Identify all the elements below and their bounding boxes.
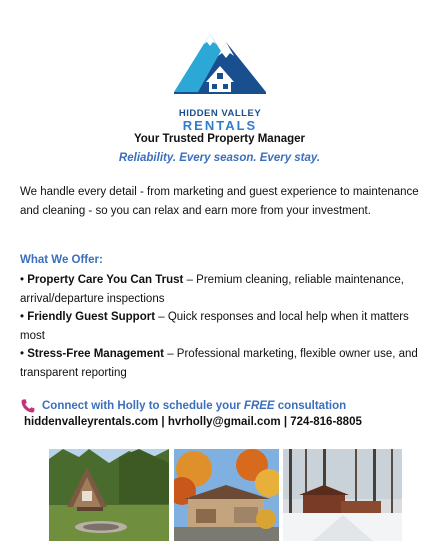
mountain-logo-icon <box>168 26 272 110</box>
offer-item <box>20 271 430 308</box>
contact-line: hiddenvalleyrentals.com | hvrholly@gmail.com | 724-816-8805 <box>24 416 362 428</box>
offer-item <box>20 345 430 382</box>
offer-item <box>20 308 430 345</box>
call-to-action <box>20 398 430 414</box>
logo-text-bottom: RENTALS <box>182 118 258 133</box>
offer-text: – Professional marketing, flexible owner use, and transparent reporting <box>20 348 418 379</box>
intro-paragraph: We handle every detail - from marketing and guest experience to maintenance and cleaning - so you can relax and earn more from your investment. <box>20 186 419 217</box>
photo-snowy-cabin <box>283 449 402 541</box>
cta-text: Connect with Holly to schedule your <box>42 400 244 412</box>
offer-title: Stress-Free Management <box>27 348 165 360</box>
page-headline: Your Trusted Property Manager <box>133 133 306 145</box>
offer-title: Friendly Guest Support <box>27 311 156 323</box>
offers-list <box>20 271 430 382</box>
cta-emphasis: FREE <box>243 400 275 412</box>
offer-text: – Quick responses and local help when it matters most <box>20 311 409 342</box>
offer-text: – Premium cleaning, reliable maintenance, arrival/departure inspections <box>20 274 404 305</box>
bullet: • <box>20 348 25 360</box>
tagline: Reliability. Every season. Every stay. <box>118 152 321 164</box>
photo-a-frame-cabin <box>49 449 169 541</box>
photo-autumn-house <box>174 449 279 541</box>
bullet: • <box>20 274 25 286</box>
offers-heading: What We Offer: <box>20 254 103 266</box>
company-logo <box>168 26 272 133</box>
phone-icon <box>20 398 36 414</box>
offer-title: Property Care You Can Trust <box>27 274 184 286</box>
logo-text-top: HIDDEN VALLEY <box>178 108 262 119</box>
cta-text-end: consultation <box>274 400 347 412</box>
bullet: • <box>20 311 25 323</box>
